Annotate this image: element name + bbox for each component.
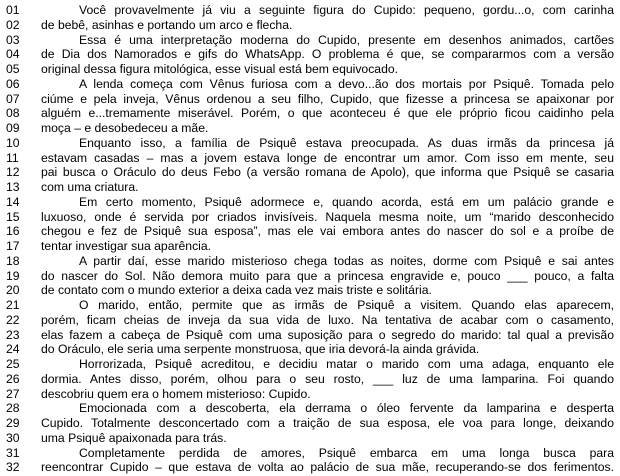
line-text: Emocionada com a descoberta, ela derrama o óleo fervente da lamparina e desperta xyxy=(79,401,614,416)
text-line xyxy=(0,372,620,387)
text-line xyxy=(0,77,620,92)
text-line xyxy=(0,210,620,225)
line-text: descobriu quem era o homem misterioso: Cupido. xyxy=(41,386,311,401)
text-line xyxy=(0,387,620,402)
line-number: 03 xyxy=(6,32,20,47)
line-text: Completamente perdida de amores, Psiquê embarca em uma longa busca para xyxy=(79,445,614,460)
line-text: do Oráculo, ele seria uma serpente monstruosa, que iria devorá-la ainda grávida. xyxy=(41,342,480,357)
line-number: 07 xyxy=(6,91,20,106)
text-line xyxy=(0,342,620,357)
line-number: 32 xyxy=(6,460,20,475)
line-text: pai busca o Oráculo do deus Febo (a versão romana de Apolo), que informa que Psiquê se casaria xyxy=(41,165,614,180)
line-text: original dessa figura mitológica, esse visual está bem equivocado. xyxy=(41,62,399,76)
text-line xyxy=(0,151,620,166)
line-number: 30 xyxy=(6,430,20,445)
line-number: 20 xyxy=(6,283,20,298)
line-text: de Dia dos Namorados e gifs do WhatsApp. O problema é que, se compararmos com a versão xyxy=(41,47,614,62)
line-number: 12 xyxy=(6,165,20,180)
line-number: 23 xyxy=(6,327,20,342)
line-number: 10 xyxy=(6,135,20,150)
text-line xyxy=(0,431,620,446)
text-line xyxy=(0,416,620,431)
line-text: ciúme e pela inveja, Vênus ordenou a seu filho, Cupido, que fizesse a princesa se apaixonar por xyxy=(41,91,614,106)
line-text: chegou e fez de Psiquê sua esposa”, mas ele vai embora antes do nascer do sol e a proíbe de xyxy=(41,224,614,239)
line-number: 11 xyxy=(6,150,19,165)
text-line xyxy=(0,92,620,107)
text-line xyxy=(0,224,620,239)
text-line xyxy=(0,106,620,121)
line-text: Essa é uma interpretação moderna do Cupido, presente em desenhos animados, cartões xyxy=(79,32,614,47)
text-line xyxy=(0,460,620,475)
line-text: de contato com o mundo exterior a deixa cada vez mais triste e solitária. xyxy=(41,283,432,298)
text-line xyxy=(0,136,620,151)
text-line xyxy=(0,165,620,180)
text-line xyxy=(0,3,620,18)
text-line xyxy=(0,357,620,372)
line-text: Cupido. Totalmente desconcertado com a traição de sua esposa, ele voa para longe, deixando xyxy=(41,416,614,430)
text-line xyxy=(0,269,620,284)
text-line xyxy=(0,313,620,328)
line-number: 02 xyxy=(6,17,20,32)
line-text: uma Psiquê apaixonada para trás. xyxy=(41,430,227,445)
line-number: 26 xyxy=(6,371,20,386)
line-text: elas fazem a cabeça de Psiquê com uma suposição para o segredo do marido: tal qual a previsão xyxy=(41,327,614,342)
line-number: 29 xyxy=(6,416,20,430)
line-number: 13 xyxy=(6,180,20,194)
line-text: estavam casadas – mas a jovem estava longe de encontrar um amor. Com isso em mente, seu xyxy=(41,150,614,165)
line-text: tentar investigar sua aparência. xyxy=(41,239,212,253)
line-text: O marido, então, permite que as irmãs de Psiquê a visitem. Quando elas aparecem, xyxy=(79,298,614,312)
line-text: do nascer do Sol. Não demora muito para que a princesa engravide e, pouco ___ pouco, a falta xyxy=(41,268,614,283)
line-number: 24 xyxy=(6,342,20,357)
text-line xyxy=(0,446,620,461)
text-line xyxy=(0,47,620,62)
line-text: alguém e...tremamente miserável. Porém, o que aconteceu é que ele próprio ficou caidinho pela xyxy=(41,106,614,121)
line-number: 05 xyxy=(6,62,20,76)
line-text: A partir daí, esse marido misterioso chega todas as noites, dorme com Psiquê e sai antes xyxy=(79,253,614,268)
line-number: 31 xyxy=(6,445,20,460)
line-text: luxuoso, onde é servida por criados invisíveis. Naquela mesma noite, um “marido desconhecido xyxy=(41,209,614,224)
text-line xyxy=(0,180,620,195)
line-number: 18 xyxy=(6,253,20,268)
line-number: 25 xyxy=(6,357,20,371)
line-number: 19 xyxy=(6,268,20,283)
text-line xyxy=(0,401,620,416)
line-text: Você provavelmente já viu a seguinte figura do Cupido: pequeno, gordu...o, com carinha xyxy=(79,3,614,17)
line-number: 01 xyxy=(6,3,20,17)
line-text: A lenda começa com Vênus furiosa com a devo...ão dos mortais por Psiquê. Tomada pelo xyxy=(79,76,614,91)
text-line xyxy=(0,18,620,33)
text-line xyxy=(0,33,620,48)
line-text: porém, ficam cheias de inveja da sua vida de luxo. Na tentativa de acabar com o casamento, xyxy=(41,312,614,327)
line-number: 17 xyxy=(6,239,20,253)
text-line xyxy=(0,62,620,77)
line-text: de bebê, asinhas e portando um arco e flecha. xyxy=(41,17,293,32)
text-line xyxy=(0,254,620,269)
line-number: 15 xyxy=(6,209,20,224)
line-number: 06 xyxy=(6,76,20,91)
text-line xyxy=(0,195,620,210)
line-number: 21 xyxy=(6,298,20,312)
line-text: Enquanto isso, a família de Psiquê estava preocupada. As duas irmãs da princesa já xyxy=(79,135,614,150)
line-text: moça – e desobedeceu a mãe. xyxy=(41,121,209,135)
text-line xyxy=(0,298,620,313)
line-number: 28 xyxy=(6,401,20,416)
line-number: 27 xyxy=(6,386,20,401)
line-number: 22 xyxy=(6,312,20,327)
line-number: 08 xyxy=(6,106,20,121)
line-text: Em certo momento, Psiquê adormece e, quando acorda, está em um palácio grande e xyxy=(79,194,614,209)
text-line xyxy=(0,328,620,343)
line-text: com uma criatura. xyxy=(41,180,139,194)
line-text: dormia. Antes disso, porém, olhou para o seu rosto, ___ luz de uma lamparina. Foi quando xyxy=(41,371,614,386)
text-line xyxy=(0,121,620,136)
line-number: 14 xyxy=(6,194,20,209)
line-number: 09 xyxy=(6,121,20,135)
line-number: 04 xyxy=(6,47,20,62)
line-text: Horrorizada, Psiquê acreditou, e decidiu matar o marido com uma adaga, enquanto ele xyxy=(79,357,614,371)
line-text: reencontrar Cupido – que estava de volta ao palácio de sua mãe, recuperando-se dos ferimentos. xyxy=(41,460,614,475)
text-line xyxy=(0,239,620,254)
line-number: 16 xyxy=(6,224,20,239)
text-line xyxy=(0,283,620,298)
